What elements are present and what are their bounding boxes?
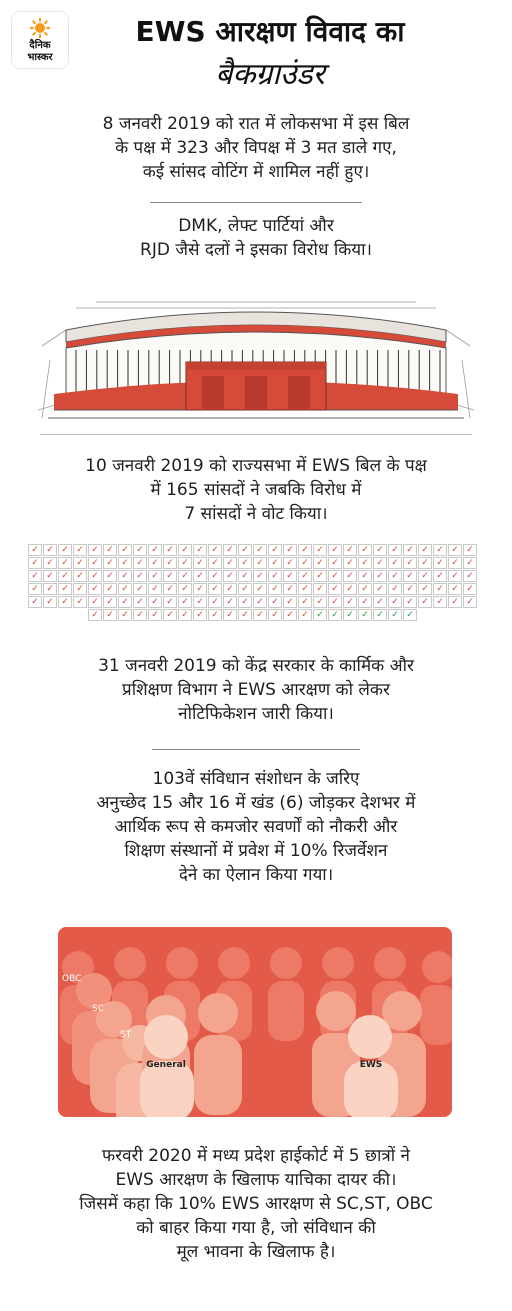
vote-for-mark: ✓	[163, 570, 177, 582]
vote-for-mark: ✓	[418, 557, 432, 569]
vote-for-mark: ✓	[358, 583, 372, 595]
vote-for-mark: ✓	[403, 570, 417, 582]
vote-for-mark: ✓	[433, 596, 447, 608]
divider	[152, 749, 360, 750]
vote-for-mark: ✓	[448, 596, 462, 608]
vote-for-mark: ✓	[268, 596, 282, 608]
vote-for-mark: ✓	[403, 596, 417, 608]
vote-for-mark: ✓	[133, 544, 147, 556]
sun-icon	[30, 18, 50, 38]
vote-for-mark: ✓	[388, 570, 402, 582]
vote-for-mark: ✓	[73, 570, 87, 582]
vote-for-mark: ✓	[28, 570, 42, 582]
vote-for-mark: ✓	[193, 544, 207, 556]
vote-for-mark: ✓	[133, 583, 147, 595]
vote-for-mark: ✓	[343, 544, 357, 556]
vote-for-mark: ✓	[163, 557, 177, 569]
text-line: 103वें संविधान संशोधन के जरिए	[152, 769, 360, 789]
vote-for-mark: ✓	[298, 596, 312, 608]
text-line: में 165 सांसदों ने जबकि विरोध में	[150, 480, 362, 500]
vote-for-mark: ✓	[88, 557, 102, 569]
vote-for-mark: ✓	[418, 596, 432, 608]
vote-for-mark: ✓	[268, 583, 282, 595]
vote-for-mark: ✓	[238, 570, 252, 582]
vote-for-mark: ✓	[208, 583, 222, 595]
text-line: आर्थिक रूप से कमजोर सवर्णों को नौकरी और	[114, 817, 398, 837]
vote-for-mark: ✓	[58, 544, 72, 556]
vote-for-mark: ✓	[403, 557, 417, 569]
vote-against-mark: ✓	[403, 609, 417, 621]
vote-for-mark: ✓	[193, 596, 207, 608]
loksabha-paragraph	[16, 112, 496, 184]
text-line: RJD जैसे दलों ने इसका विरोध किया।	[140, 240, 372, 260]
vote-for-mark: ✓	[418, 570, 432, 582]
vote-for-mark: ✓	[463, 596, 477, 608]
vote-for-mark: ✓	[118, 583, 132, 595]
vote-for-mark: ✓	[283, 583, 297, 595]
vote-for-mark: ✓	[268, 570, 282, 582]
parliament-illustration	[36, 290, 476, 430]
vote-for-mark: ✓	[103, 596, 117, 608]
vote-for-mark: ✓	[403, 583, 417, 595]
vote-for-mark: ✓	[73, 544, 87, 556]
vote-for-mark: ✓	[253, 583, 267, 595]
vote-for-mark: ✓	[43, 583, 57, 595]
vote-for-mark: ✓	[163, 596, 177, 608]
logo-text-line2: भास्कर	[27, 52, 53, 63]
vote-for-mark: ✓	[178, 609, 192, 621]
vote-for-mark: ✓	[253, 596, 267, 608]
vote-for-mark: ✓	[223, 570, 237, 582]
vote-for-mark: ✓	[223, 544, 237, 556]
divider	[40, 434, 472, 435]
vote-for-mark: ✓	[433, 583, 447, 595]
vote-for-mark: ✓	[283, 609, 297, 621]
vote-for-mark: ✓	[463, 570, 477, 582]
text-line: जिसमें कहा कि 10% EWS आरक्षण से SC,ST, OBC	[79, 1194, 433, 1214]
vote-for-mark: ✓	[163, 583, 177, 595]
vote-for-mark: ✓	[358, 596, 372, 608]
vote-for-mark: ✓	[373, 583, 387, 595]
vote-for-mark: ✓	[133, 557, 147, 569]
vote-for-mark: ✓	[418, 583, 432, 595]
vote-for-mark: ✓	[448, 544, 462, 556]
vote-for-mark: ✓	[163, 544, 177, 556]
vote-for-mark: ✓	[238, 544, 252, 556]
vote-against-mark: ✓	[313, 609, 327, 621]
vote-for-mark: ✓	[373, 557, 387, 569]
text-line: नोटिफिकेशन जारी किया।	[178, 704, 334, 724]
vote-for-mark: ✓	[208, 596, 222, 608]
vote-for-mark: ✓	[283, 544, 297, 556]
vote-for-mark: ✓	[193, 609, 207, 621]
vote-for-mark: ✓	[373, 544, 387, 556]
vote-for-mark: ✓	[463, 583, 477, 595]
vote-for-mark: ✓	[418, 544, 432, 556]
vote-for-mark: ✓	[28, 596, 42, 608]
vote-for-mark: ✓	[388, 544, 402, 556]
text-line: को बाहर किया गया है, जो संविधान की	[136, 1218, 376, 1238]
vote-for-mark: ✓	[223, 596, 237, 608]
vote-for-mark: ✓	[133, 596, 147, 608]
text-line: कई सांसद वोटिंग में शामिल नहीं हुए।	[142, 162, 370, 182]
vote-for-mark: ✓	[28, 583, 42, 595]
vote-for-mark: ✓	[313, 596, 327, 608]
vote-for-mark: ✓	[73, 596, 87, 608]
vote-for-mark: ✓	[88, 609, 102, 621]
vote-for-mark: ✓	[133, 609, 147, 621]
vote-for-mark: ✓	[148, 570, 162, 582]
vote-for-mark: ✓	[388, 557, 402, 569]
vote-for-mark: ✓	[268, 557, 282, 569]
dainik-bhaskar-logo	[12, 12, 68, 68]
vote-for-mark: ✓	[463, 544, 477, 556]
page-title: EWS आरक्षण विवाद का	[135, 15, 405, 48]
vote-for-mark: ✓	[178, 544, 192, 556]
vote-for-mark: ✓	[43, 557, 57, 569]
vote-for-mark: ✓	[88, 596, 102, 608]
vote-for-mark: ✓	[283, 570, 297, 582]
sc-label: SC	[92, 1004, 104, 1014]
vote-for-mark: ✓	[313, 544, 327, 556]
vote-for-mark: ✓	[328, 557, 342, 569]
reservation-crowd-illustration	[58, 927, 452, 1117]
text-line: फरवरी 2020 में मध्य प्रदेश हाईकोर्ट में 5 छात्रों ने	[102, 1146, 410, 1166]
divider	[150, 202, 362, 203]
vote-for-mark: ✓	[208, 570, 222, 582]
vote-for-mark: ✓	[298, 583, 312, 595]
vote-for-mark: ✓	[343, 596, 357, 608]
vote-for-mark: ✓	[103, 609, 117, 621]
vote-for-mark: ✓	[58, 583, 72, 595]
vote-for-mark: ✓	[373, 570, 387, 582]
text-line: शिक्षण संस्थानों में प्रवेश में 10% रिजर्वेशन	[124, 841, 388, 861]
vote-for-mark: ✓	[103, 557, 117, 569]
text-line: 10 जनवरी 2019 को राज्यसभा में EWS बिल के पक्ष	[85, 456, 427, 476]
vote-for-mark: ✓	[58, 557, 72, 569]
vote-for-mark: ✓	[238, 596, 252, 608]
vote-for-mark: ✓	[148, 583, 162, 595]
st-label: ST	[120, 1030, 132, 1040]
vote-for-mark: ✓	[208, 544, 222, 556]
vote-against-mark: ✓	[328, 609, 342, 621]
vote-for-mark: ✓	[58, 596, 72, 608]
vote-for-mark: ✓	[148, 557, 162, 569]
amendment-paragraph	[16, 767, 496, 887]
text-line: प्रशिक्षण विभाग ने EWS आरक्षण को लेकर	[122, 680, 390, 700]
vote-for-mark: ✓	[43, 544, 57, 556]
vote-for-mark: ✓	[283, 557, 297, 569]
vote-for-mark: ✓	[343, 557, 357, 569]
vote-for-mark: ✓	[178, 557, 192, 569]
text-line: मूल भावना के खिलाफ है।	[176, 1242, 336, 1262]
vote-for-mark: ✓	[268, 609, 282, 621]
vote-for-mark: ✓	[43, 596, 57, 608]
vote-for-mark: ✓	[433, 570, 447, 582]
highcourt-paragraph	[16, 1144, 496, 1264]
text-line: 31 जनवरी 2019 को केंद्र सरकार के कार्मिक और	[98, 656, 414, 676]
vote-for-mark: ✓	[163, 609, 177, 621]
vote-for-mark: ✓	[433, 557, 447, 569]
vote-for-mark: ✓	[28, 544, 42, 556]
vote-for-mark: ✓	[223, 609, 237, 621]
rajyasabha-paragraph	[16, 454, 496, 526]
vote-for-mark: ✓	[343, 583, 357, 595]
text-line: अनुच्छेद 15 और 16 में खंड (6) जोड़कर देशभर में	[96, 793, 416, 813]
crowd-left-group	[72, 973, 242, 1117]
opposition-paragraph	[16, 214, 496, 262]
vote-for-mark: ✓	[253, 557, 267, 569]
vote-for-mark: ✓	[298, 570, 312, 582]
general-label: General	[146, 1060, 186, 1070]
ews-label: EWS	[359, 1060, 383, 1070]
vote-for-mark: ✓	[268, 544, 282, 556]
vote-for-mark: ✓	[73, 583, 87, 595]
vote-for-mark: ✓	[448, 557, 462, 569]
vote-for-mark: ✓	[193, 557, 207, 569]
vote-for-mark: ✓	[223, 583, 237, 595]
vote-for-mark: ✓	[448, 570, 462, 582]
logo-text-line1: दैनिक	[29, 40, 51, 51]
vote-for-mark: ✓	[358, 570, 372, 582]
vote-for-mark: ✓	[358, 544, 372, 556]
vote-against-mark: ✓	[388, 609, 402, 621]
vote-for-mark: ✓	[133, 570, 147, 582]
vote-for-mark: ✓	[118, 557, 132, 569]
vote-for-mark: ✓	[118, 596, 132, 608]
vote-for-mark: ✓	[223, 557, 237, 569]
text-line: DMK, लेफ्ट पार्टियां और	[178, 216, 334, 236]
vote-for-mark: ✓	[238, 609, 252, 621]
vote-for-mark: ✓	[148, 609, 162, 621]
vote-for-mark: ✓	[448, 583, 462, 595]
vote-for-mark: ✓	[343, 570, 357, 582]
vote-against-mark: ✓	[373, 609, 387, 621]
vote-for-mark: ✓	[118, 609, 132, 621]
vote-for-mark: ✓	[328, 583, 342, 595]
vote-for-mark: ✓	[208, 609, 222, 621]
vote-for-mark: ✓	[103, 570, 117, 582]
text-line: 8 जनवरी 2019 को रात में लोकसभा में इस बिल	[102, 114, 410, 134]
vote-for-mark: ✓	[88, 544, 102, 556]
vote-for-mark: ✓	[253, 609, 267, 621]
vote-for-mark: ✓	[103, 544, 117, 556]
vote-for-mark: ✓	[328, 570, 342, 582]
vote-for-mark: ✓	[433, 544, 447, 556]
rajyasabha-vote-grid	[28, 544, 484, 621]
vote-against-mark: ✓	[358, 609, 372, 621]
vote-for-mark: ✓	[103, 583, 117, 595]
vote-for-mark: ✓	[208, 557, 222, 569]
vote-for-mark: ✓	[463, 557, 477, 569]
vote-for-mark: ✓	[118, 544, 132, 556]
vote-for-mark: ✓	[148, 596, 162, 608]
text-line: के पक्ष में 323 और विपक्ष में 3 मत डाले गए,	[115, 138, 397, 158]
vote-for-mark: ✓	[28, 557, 42, 569]
page-subtitle: बैकग्राउंडर	[215, 57, 325, 92]
vote-for-mark: ✓	[298, 544, 312, 556]
vote-against-mark: ✓	[343, 609, 357, 621]
vote-for-mark: ✓	[328, 544, 342, 556]
vote-for-mark: ✓	[403, 544, 417, 556]
vote-for-mark: ✓	[313, 557, 327, 569]
vote-for-mark: ✓	[178, 583, 192, 595]
vote-for-mark: ✓	[178, 570, 192, 582]
text-line: 7 सांसदों ने वोट किया।	[184, 504, 328, 524]
vote-for-mark: ✓	[118, 570, 132, 582]
vote-for-mark: ✓	[43, 570, 57, 582]
vote-for-mark: ✓	[148, 544, 162, 556]
vote-for-mark: ✓	[193, 583, 207, 595]
vote-for-mark: ✓	[388, 583, 402, 595]
vote-for-mark: ✓	[358, 557, 372, 569]
vote-for-mark: ✓	[298, 609, 312, 621]
notification-paragraph	[16, 654, 496, 726]
vote-for-mark: ✓	[373, 596, 387, 608]
vote-for-mark: ✓	[238, 583, 252, 595]
vote-for-mark: ✓	[253, 544, 267, 556]
vote-for-mark: ✓	[313, 570, 327, 582]
text-line: EWS आरक्षण के खिलाफ याचिका दायर की।	[115, 1170, 397, 1190]
vote-for-mark: ✓	[193, 570, 207, 582]
vote-for-mark: ✓	[178, 596, 192, 608]
vote-for-mark: ✓	[58, 570, 72, 582]
vote-for-mark: ✓	[88, 570, 102, 582]
vote-for-mark: ✓	[283, 596, 297, 608]
obc-label: OBC	[62, 974, 82, 984]
vote-for-mark: ✓	[328, 596, 342, 608]
vote-for-mark: ✓	[298, 557, 312, 569]
text-line: देने का ऐलान किया गया।	[178, 865, 334, 885]
crowd-right-group	[312, 991, 426, 1117]
vote-for-mark: ✓	[388, 596, 402, 608]
vote-for-mark: ✓	[88, 583, 102, 595]
vote-for-mark: ✓	[238, 557, 252, 569]
vote-for-mark: ✓	[73, 557, 87, 569]
vote-for-mark: ✓	[253, 570, 267, 582]
vote-for-mark: ✓	[313, 583, 327, 595]
